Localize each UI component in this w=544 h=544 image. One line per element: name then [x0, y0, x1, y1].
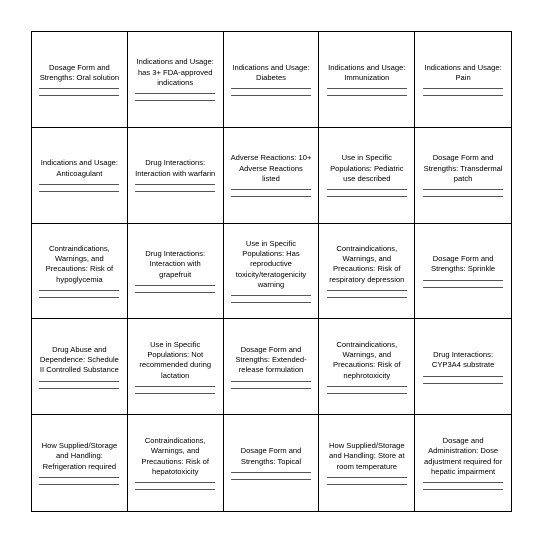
cell-label: Adverse Reactions: 10+ Adverse Reactions listed	[230, 153, 312, 183]
bingo-cell[interactable]	[415, 128, 511, 224]
answer-line	[39, 191, 119, 192]
answer-line	[39, 297, 119, 298]
bingo-cell[interactable]	[128, 224, 224, 320]
answer-line	[135, 184, 215, 185]
answer-line	[39, 290, 119, 291]
bingo-cell[interactable]	[319, 415, 415, 511]
cell-label: Dosage Form and Strengths: Sprinkle	[431, 254, 496, 274]
answer-line	[135, 482, 215, 483]
answer-line	[327, 484, 407, 485]
cell-label: Dosage Form and Strengths: Transdermal patch	[423, 153, 503, 183]
answer-line	[327, 290, 407, 291]
bingo-cell[interactable]	[415, 224, 511, 320]
answer-line	[231, 189, 311, 190]
answer-line	[39, 381, 119, 382]
answer-line	[135, 191, 215, 192]
cell-label: Contraindications, Warnings, and Precautions: Risk of nephrotoxicity	[333, 339, 401, 380]
cell-label: Drug Interactions: CYP3A4 substrate	[431, 349, 495, 370]
bingo-cell[interactable]	[415, 415, 511, 511]
answer-line	[135, 292, 215, 293]
bingo-cell[interactable]	[128, 319, 224, 415]
answer-line	[231, 295, 311, 296]
answer-line	[135, 93, 215, 94]
answer-line	[231, 388, 311, 389]
cell-label: Indications and Usage: Diabetes	[232, 62, 310, 82]
answer-line	[327, 386, 407, 387]
answer-line	[327, 477, 407, 478]
cell-label: Contraindications, Warnings, and Precautions: Risk of hepatotoxicity	[141, 436, 209, 476]
cell-label: Contraindications, Warnings, and Precautions: Risk of hypoglycemia	[45, 243, 114, 284]
answer-line	[423, 383, 503, 384]
bingo-cell[interactable]	[128, 32, 224, 128]
bingo-cell[interactable]	[32, 415, 128, 511]
bingo-cell[interactable]	[224, 319, 320, 415]
answer-line	[39, 95, 119, 96]
cell-label: Drug Abuse and Dependence: Schedule II Controlled Substance	[39, 344, 119, 375]
bingo-cell[interactable]	[224, 32, 320, 128]
cell-label: Use in Specific Populations: Pediatric use described	[330, 153, 404, 183]
bingo-cell[interactable]	[32, 128, 128, 224]
bingo-cell[interactable]	[319, 128, 415, 224]
cell-label: Dosage and Administration: Dose adjustment required for hepatic impairment	[424, 436, 503, 476]
bingo-cell[interactable]	[319, 32, 415, 128]
bingo-cell[interactable]	[319, 319, 415, 415]
answer-line	[423, 196, 503, 197]
bingo-cell[interactable]	[32, 32, 128, 128]
answer-line	[135, 393, 215, 394]
answer-line	[423, 482, 503, 483]
answer-line	[327, 393, 407, 394]
answer-line	[135, 285, 215, 286]
bingo-board	[31, 31, 512, 512]
cell-label: Indications and Usage: has 3+ FDA-approved indications	[136, 57, 214, 88]
answer-line	[423, 189, 503, 190]
cell-label: Indications and Usage: Anticoagulant	[40, 158, 119, 178]
answer-line	[135, 386, 215, 387]
cell-label: Dosage Form and Strengths: Extended-release formulation	[235, 344, 307, 375]
answer-line	[423, 489, 503, 490]
answer-line	[231, 95, 311, 96]
answer-line	[423, 88, 503, 89]
bingo-cell[interactable]	[224, 224, 320, 320]
bingo-cell[interactable]	[128, 128, 224, 224]
bingo-cell[interactable]	[128, 415, 224, 511]
answer-line	[423, 376, 503, 377]
cell-label: How Supplied/Storage and Handling: Refrigeration required	[41, 441, 118, 471]
cell-label: Contraindications, Warnings, and Precautions: Risk of respiratory depression	[329, 243, 405, 284]
bingo-cell[interactable]	[224, 415, 320, 511]
answer-line	[231, 381, 311, 382]
cell-label: Use in Specific Populations: Has reproductive toxicity/teratogenicity warning	[235, 238, 307, 289]
answer-line	[231, 302, 311, 303]
answer-line	[423, 287, 503, 288]
bingo-cell[interactable]	[224, 128, 320, 224]
cell-label: Use in Specific Populations: Not recommended during lactation	[139, 339, 212, 380]
bingo-cell[interactable]	[32, 319, 128, 415]
answer-line	[39, 477, 119, 478]
answer-line	[231, 196, 311, 197]
cell-label: Drug Interactions: Interaction with warfarin	[135, 158, 216, 178]
answer-line	[231, 472, 311, 473]
cell-label: Drug Interactions: Interaction with grapefruit	[145, 249, 206, 279]
answer-line	[423, 95, 503, 96]
answer-line	[135, 489, 215, 490]
answer-line	[39, 88, 119, 89]
bingo-cell[interactable]	[32, 224, 128, 320]
answer-line	[327, 189, 407, 190]
answer-line	[39, 484, 119, 485]
answer-line	[423, 280, 503, 281]
cell-label: Indications and Usage: Pain	[424, 62, 502, 82]
answer-line	[39, 388, 119, 389]
answer-line	[135, 100, 215, 101]
answer-line	[327, 88, 407, 89]
bingo-cell[interactable]	[319, 224, 415, 320]
answer-line	[327, 196, 407, 197]
cell-label: Dosage Form and Strengths: Oral solution	[39, 62, 120, 82]
answer-line	[327, 297, 407, 298]
answer-line	[327, 95, 407, 96]
cell-label: How Supplied/Storage and Handling: Store at room temperature	[329, 441, 405, 471]
bingo-cell[interactable]	[415, 32, 511, 128]
answer-line	[231, 479, 311, 480]
answer-line	[39, 184, 119, 185]
bingo-cell[interactable]	[415, 319, 511, 415]
cell-label: Dosage Form and Strengths: Topical	[240, 446, 302, 466]
cell-label: Indications and Usage: Immunization	[328, 62, 406, 82]
answer-line	[231, 88, 311, 89]
